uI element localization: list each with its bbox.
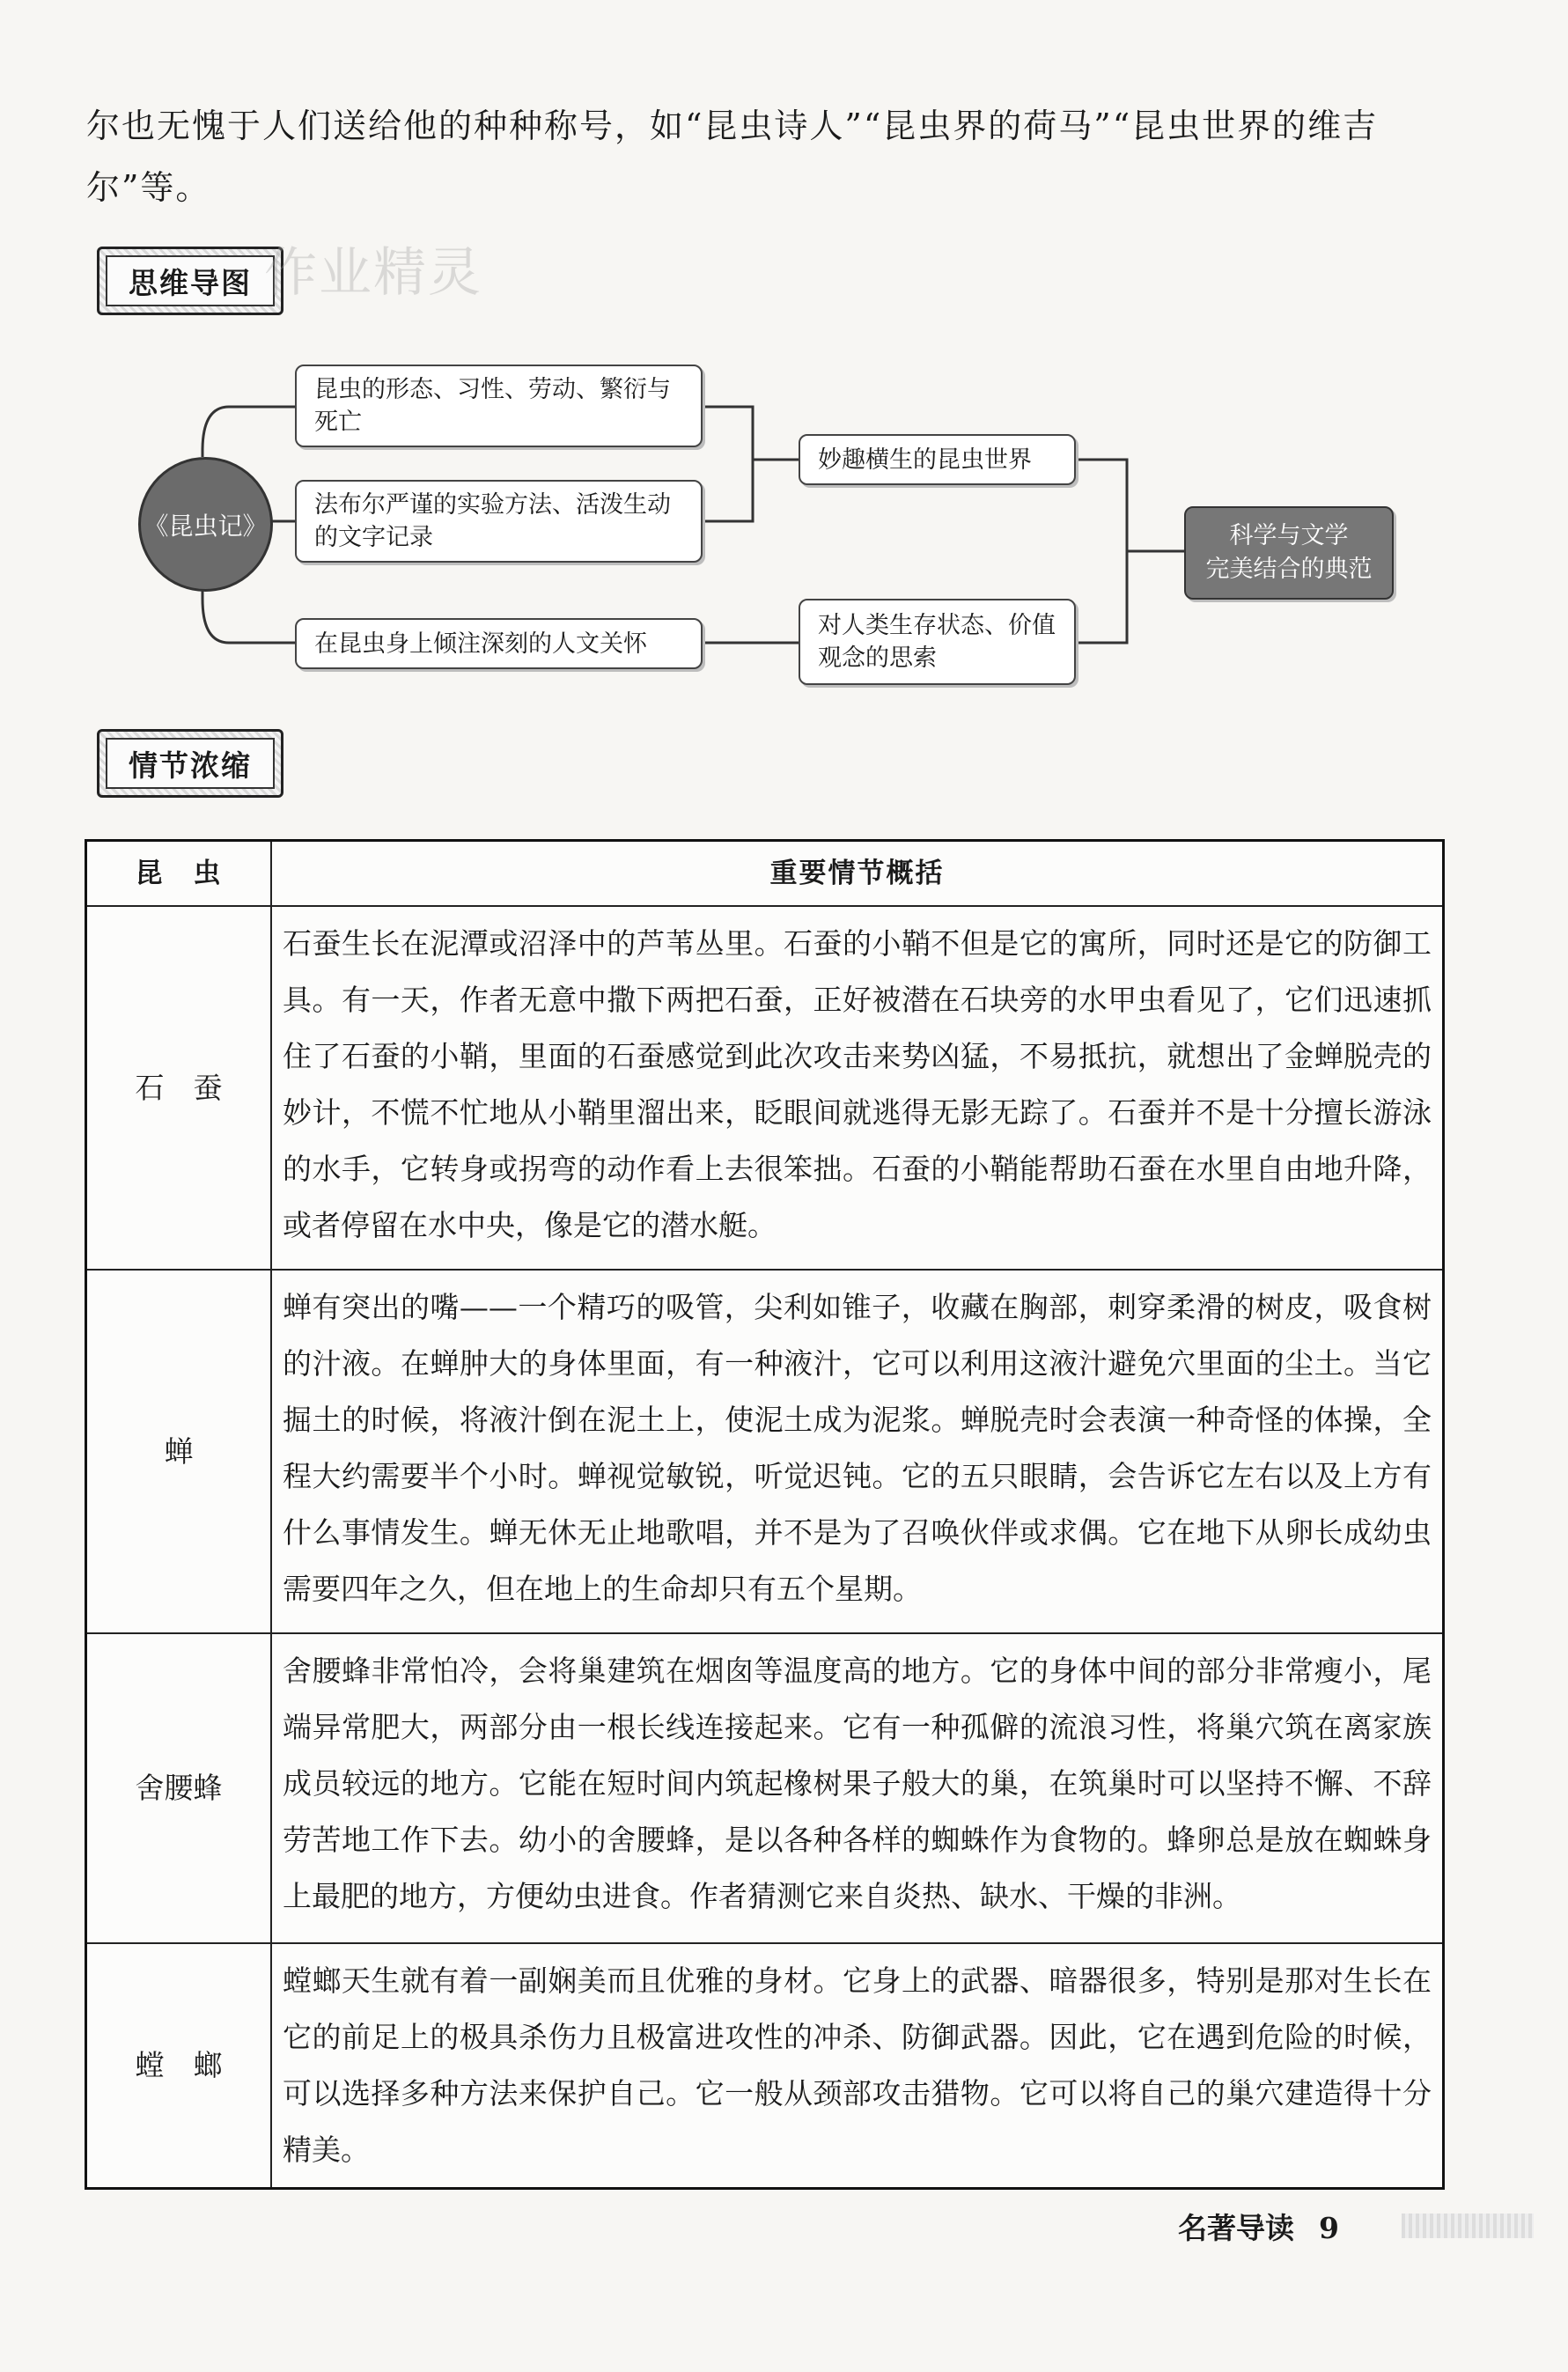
connector-mids-result: [1076, 460, 1127, 643]
table-header-row: [86, 841, 1444, 907]
insect-name: 螳 螂: [86, 1943, 272, 2189]
header-summary: 重要情节概括: [271, 841, 1444, 907]
reflection-text: 对人类生存状态、价值观念的思索: [818, 612, 1056, 672]
table-row: [86, 1943, 1444, 2189]
page-number: 9: [1319, 2211, 1339, 2245]
connector-root-branch1: [202, 407, 295, 457]
mind-map-branch-methods: [295, 480, 703, 563]
branch-humanism-text: 在昆虫身上倾注深刻的人文关怀: [314, 630, 647, 658]
intro-paragraph: 尔也无愧于人们送给他的种种称号，如“昆虫诗人”“昆虫界的荷马”“昆虫世界的维吉尔”等。: [86, 107, 1379, 207]
plot-summary: 蝉有突出的嘴——一个精巧的吸管，尖利如锥子，收藏在胸部，刺穿柔滑的树皮，吸食树的汁液。在蝉肿大的身体里面，有一种液汁，它可以利用这液汁避免穴里面的尘土。当它掘土的时候，将液汁倒在泥土上，使泥土成为泥浆。蝉脱壳时会表演一种奇怪的体操，全程大约需要半个小时。蝉视觉敏锐，听觉迟钝。它的五只眼睛，会告诉它左右以及上方有什么事情发生。蝉无休无止地歌唱，并不是为了召唤伙伴或求偶。它在地下从卵长成幼虫需要四年之久，但在地上的生命却只有五个星期。: [271, 1270, 1444, 1633]
insect-name: 石 蚕: [86, 906, 272, 1270]
watermark: 作业精灵: [264, 242, 482, 304]
mind-map-insect-world: [799, 434, 1076, 485]
plot-summary: 舍腰蜂非常怕冷，会将巢建筑在烟囱等温度高的地方。它的身体中间的部分非常瘦小，尾端异常肥大，两部分由一根长线连接起来。它有一种孤僻的流浪习性，将巢穴筑在离家族成员较远的地方。它能在短时间内筑起橡树果子般大的巢，在筑巢时可以坚持不懈、不辞劳苦地工作下去。幼小的舍腰蜂，是以各种各样的蜘蛛作为食物的。蜂卵总是放在蜘蛛身上最肥的地方，方便幼虫进食。作者猜测它来自炎热、缺水、干燥的非洲。: [271, 1633, 1444, 1943]
branch-morphology-text: 昆虫的形态、习性、劳动、繁衍与死亡: [314, 376, 671, 436]
mind-map-reflection: [799, 599, 1076, 685]
header-insect: 昆 虫: [86, 841, 272, 907]
conclusion-line-2: 完美结合的典范: [1205, 556, 1373, 583]
connector-root-branch3: [202, 586, 295, 643]
conclusion-line-1: 科学与文学: [1229, 522, 1349, 549]
insect-world-text: 妙趣横生的昆虫世界: [818, 446, 1032, 474]
page-footer: [1178, 2206, 1339, 2247]
plot-summary: 螳螂天生就有着一副娴美而且优雅的身材。它身上的武器、暗器很多，特别是那对生长在它的前足上的极具杀伤力且极富进攻性的冲杀、防御武器。因此，它在遇到危险的时候，可以选择多种方法来保护自己。它一般从颈部攻击猎物。它可以将自己的巢穴建造得十分精美。: [271, 1943, 1444, 2189]
footer-decoration: [1402, 2214, 1534, 2238]
plot-section-badge: [97, 729, 283, 798]
insect-name: 舍腰蜂: [86, 1633, 272, 1943]
table-row: [86, 906, 1444, 1270]
table-row: [86, 1633, 1444, 1943]
connector-branches-mid1: [703, 407, 753, 521]
insect-name: 蝉: [86, 1270, 272, 1633]
mindmap-section-badge: [97, 247, 283, 315]
plot-summary-table: [85, 839, 1445, 2190]
book-series-title: 名著导读: [1178, 2211, 1294, 2245]
mind-map: [0, 343, 1568, 713]
plot-summary: 石蚕生长在泥潭或沼泽中的芦苇丛里。石蚕的小鞘不但是它的寓所，同时还是它的防御工具。有一天，作者无意中撒下两把石蚕，正好被潜在石块旁的水甲虫看见了，它们迅速抓住了石蚕的小鞘，里面的石蚕感觉到此次攻击来势凶猛，不易抵抗，就想出了金蝉脱壳的妙计，不慌不忙地从小鞘里溜出来，眨眼间就逃得无影无踪了。石蚕并不是十分擅长游泳的水手，它转身或拐弯的动作看上去很笨拙。石蚕的小鞘能帮助石蚕在水里自由地升降，或者停留在水中央，像是它的潜水艇。: [271, 906, 1444, 1270]
mind-map-branch-morphology: [295, 365, 703, 447]
branch-methods-text: 法布尔严谨的实验方法、活泼生动的文字记录: [314, 491, 671, 551]
table-row: [86, 1270, 1444, 1633]
mind-map-conclusion: [1184, 506, 1394, 600]
mindmap-section-title: 思维导图: [106, 255, 275, 306]
mind-map-root: 《昆虫记》: [138, 457, 273, 592]
mind-map-branch-humanism: [295, 618, 703, 669]
plot-section-title: 情节浓缩: [106, 738, 275, 789]
